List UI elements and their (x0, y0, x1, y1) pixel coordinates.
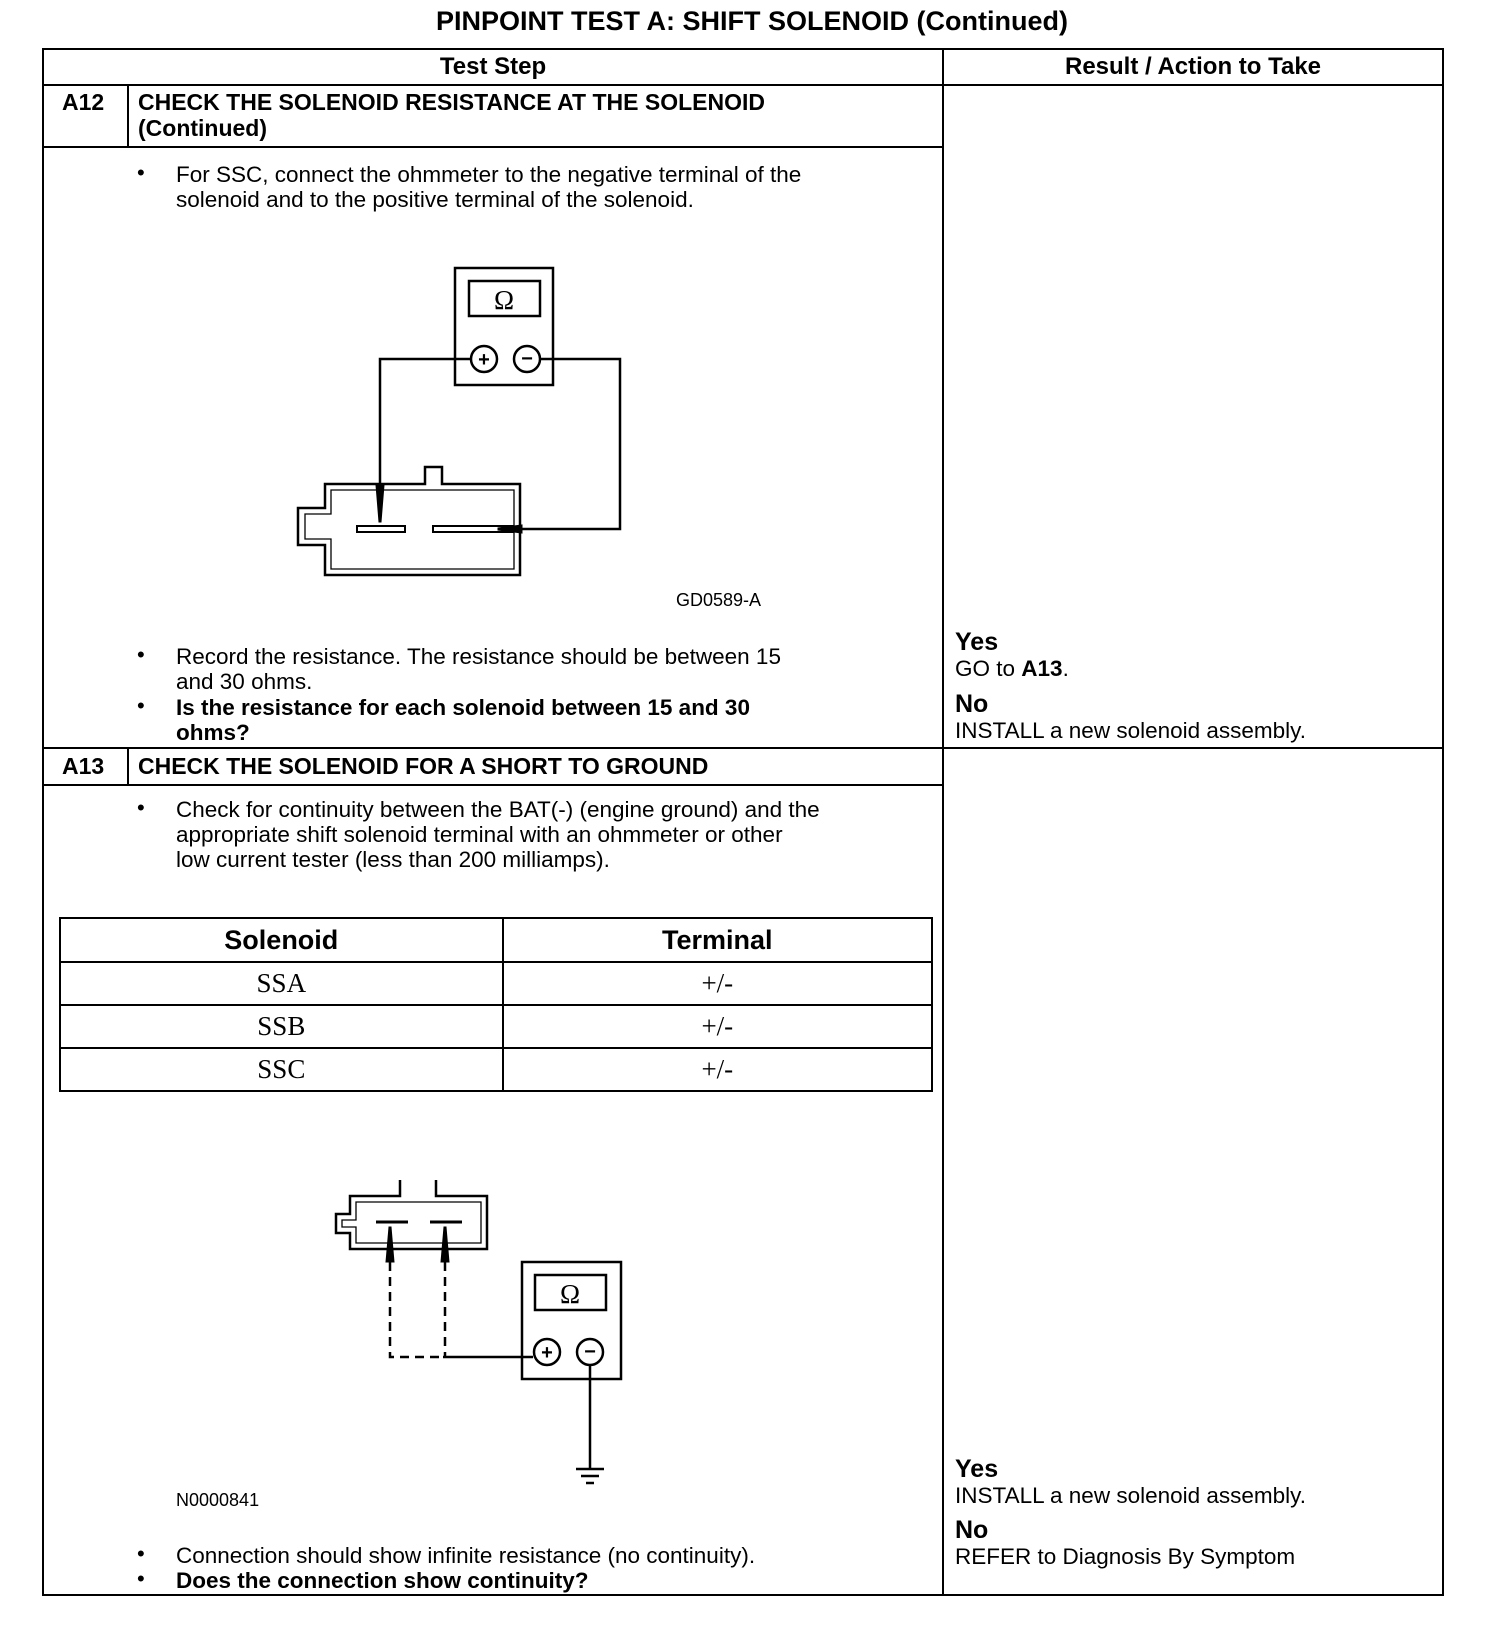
a12-yes-action-prefix: GO to (955, 656, 1022, 681)
ohm-symbol: Ω (493, 285, 515, 315)
a13-yes-label: Yes (955, 1455, 999, 1483)
a13-continuity-diagram (330, 1180, 650, 1500)
plus-sign: + (541, 1342, 553, 1364)
a13-bullet1-line3: low current tester (less than 200 milliamps). (176, 847, 610, 872)
frame-right (1442, 48, 1444, 1596)
a12-yes-label: Yes (955, 628, 999, 656)
connector-outline (336, 1180, 487, 1249)
a13-bullet1-line2: appropriate shift solenoid terminal with an ohmmeter or other (176, 822, 783, 847)
ohm-symbol: Ω (559, 1279, 581, 1309)
a13-bullet2: Connection should show infinite resistance (no continuity). (176, 1543, 756, 1568)
a12-bullet1-line2: solenoid and to the positive terminal of the solenoid. (176, 187, 694, 212)
column-header-terminal: Terminal (503, 918, 932, 962)
a12-question-line1: Is the resistance for each solenoid between 15 and 30 (176, 695, 750, 720)
a12-bullet1-line1: For SSC, connect the ohmmeter to the negative terminal of the (176, 162, 802, 187)
a12-no-action: INSTALL a new solenoid assembly. (955, 718, 1307, 743)
a12-title-line2: (Continued) (138, 115, 268, 141)
a12-yes-action (955, 656, 1069, 682)
a12-ohmmeter-diagram (290, 262, 630, 582)
plus-sign: + (478, 349, 490, 371)
a12-no-label: No (955, 690, 989, 718)
a13-id-divider (127, 749, 129, 784)
terminal-cell: +/- (503, 1048, 932, 1091)
a12-bullet2-line1: Record the resistance. The resistance should be between 15 (176, 644, 781, 669)
a12-bullet2 (176, 644, 781, 694)
minus-sign: − (584, 1341, 596, 1363)
a13-step-id: A13 (62, 753, 105, 779)
solenoid-terminal-table (59, 917, 933, 1092)
frame-top (42, 48, 1444, 50)
a12-figure-code: GD0589-A (676, 590, 762, 610)
page-title: PINPOINT TEST A: SHIFT SOLENOID (Continued) (436, 6, 1068, 36)
table-header-row (60, 918, 932, 962)
bullet-dot: • (137, 693, 145, 718)
a12-question-line2: ohms? (176, 720, 250, 745)
solenoid-cell: SSC (60, 1048, 503, 1091)
a12-title-rule (42, 146, 943, 148)
header-divider (42, 84, 1444, 86)
bullet-dot: • (137, 1541, 145, 1566)
terminal-cell: +/- (503, 1005, 932, 1048)
bullet-dot: • (137, 642, 145, 667)
connector-inner (305, 490, 514, 569)
header-result: Result / Action to Take (1064, 53, 1322, 80)
probe-tip-left (386, 1227, 394, 1262)
a12-bullet1 (176, 162, 801, 212)
a13-title-rule (42, 784, 943, 786)
a13-yes-action: INSTALL a new solenoid assembly. (955, 1483, 1307, 1508)
solenoid-cell: SSA (60, 962, 503, 1005)
a12-step-id: A12 (62, 89, 105, 115)
a13-no-label: No (955, 1516, 989, 1544)
table-row (60, 1048, 932, 1091)
column-divider (942, 48, 944, 1596)
a13-bullet1 (176, 797, 820, 872)
header-test-step: Test Step (439, 53, 547, 80)
a12-title (138, 89, 765, 141)
a13-question: Does the connection show continuity? (176, 1568, 589, 1593)
terminal-cell: +/- (503, 962, 932, 1005)
bullet-dot: • (137, 160, 145, 185)
a13-figure-code: N0000841 (176, 1490, 260, 1510)
positive-probe-tip (376, 485, 384, 522)
a13-bullet1-line1: Check for continuity between the BAT(-) (engine ground) and the (176, 797, 820, 822)
solenoid-cell: SSB (60, 1005, 503, 1048)
table-row (60, 1005, 932, 1048)
a12-a13-divider (42, 747, 1444, 749)
a12-question (176, 695, 750, 745)
minus-sign: − (521, 348, 533, 370)
a13-title: CHECK THE SOLENOID FOR A SHORT TO GROUND (138, 753, 709, 779)
table-row (60, 962, 932, 1005)
a12-title-line1: CHECK THE SOLENOID RESISTANCE AT THE SOLENOID (138, 89, 765, 115)
a12-id-divider (127, 86, 129, 146)
column-header-solenoid: Solenoid (60, 918, 503, 962)
frame-left (42, 48, 44, 1596)
dashed-lead-left (390, 1262, 443, 1357)
a12-yes-action-suffix: . (1062, 656, 1069, 681)
probe-tip-right (441, 1227, 449, 1262)
a12-yes-action-ref: A13 (1021, 656, 1063, 681)
connector-pin-left (357, 526, 405, 532)
bullet-dot: • (137, 795, 145, 820)
a13-no-action: REFER to Diagnosis By Symptom (955, 1544, 1296, 1569)
frame-bottom (42, 1594, 1444, 1596)
a12-bullet2-line2: and 30 ohms. (176, 669, 313, 694)
bullet-dot: • (137, 1566, 145, 1591)
